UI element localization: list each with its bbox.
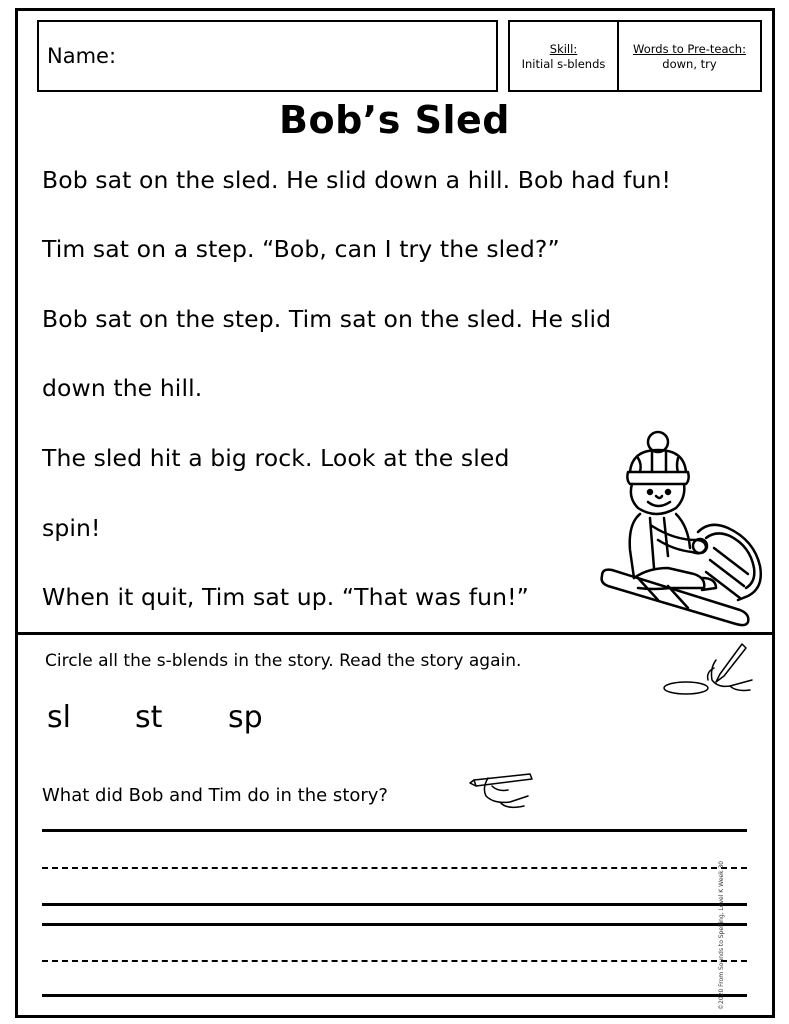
activity-instruction: Circle all the s-blends in the story. Read the story again. (45, 651, 522, 671)
name-field-box[interactable] (37, 20, 498, 92)
preteach-words-value: down, try (662, 57, 717, 71)
story-line: Bob sat on the step. Tim sat on the sled. He slid (42, 305, 612, 333)
preteach-words-cell (619, 22, 760, 90)
hand-drawing-circle-icon (660, 640, 754, 698)
story-line: spin! (42, 514, 101, 542)
skill-heading: Skill: (549, 42, 578, 56)
hand-writing-pencil-icon (470, 766, 536, 812)
story-title: Bob’s Sled (279, 98, 510, 142)
skill-value: Initial s-blends (521, 57, 606, 71)
writing-line[interactable] (42, 994, 747, 997)
name-label: Name: (47, 44, 117, 68)
story-line: When it quit, Tim sat up. “That was fun!” (42, 583, 529, 611)
blend-item: sp (228, 700, 263, 735)
writing-guide-line (42, 960, 747, 962)
blend-item: sl (47, 700, 71, 735)
copyright-text: ©2020 From Sounds to Spelling, Level K Week 30 (718, 860, 725, 1010)
comprehension-question: What did Bob and Tim do in the story? (42, 785, 388, 806)
section-divider (15, 632, 775, 635)
blend-item: st (135, 700, 163, 735)
skill-info-box (508, 20, 762, 92)
story-line: Bob sat on the sled. He slid down a hill. Bob had fun! (42, 166, 671, 194)
writing-line[interactable] (42, 829, 747, 832)
boy-on-sled-icon (598, 428, 766, 628)
writing-line[interactable] (42, 903, 747, 906)
story-line: Tim sat on a step. “Bob, can I try the sled?” (42, 235, 560, 263)
writing-line[interactable] (42, 923, 747, 926)
writing-guide-line (42, 867, 747, 869)
skill-cell (510, 22, 619, 90)
story-line: The sled hit a big rock. Look at the sled (42, 444, 510, 472)
preteach-words-heading: Words to Pre-teach: (633, 42, 746, 56)
story-line: down the hill. (42, 374, 203, 402)
